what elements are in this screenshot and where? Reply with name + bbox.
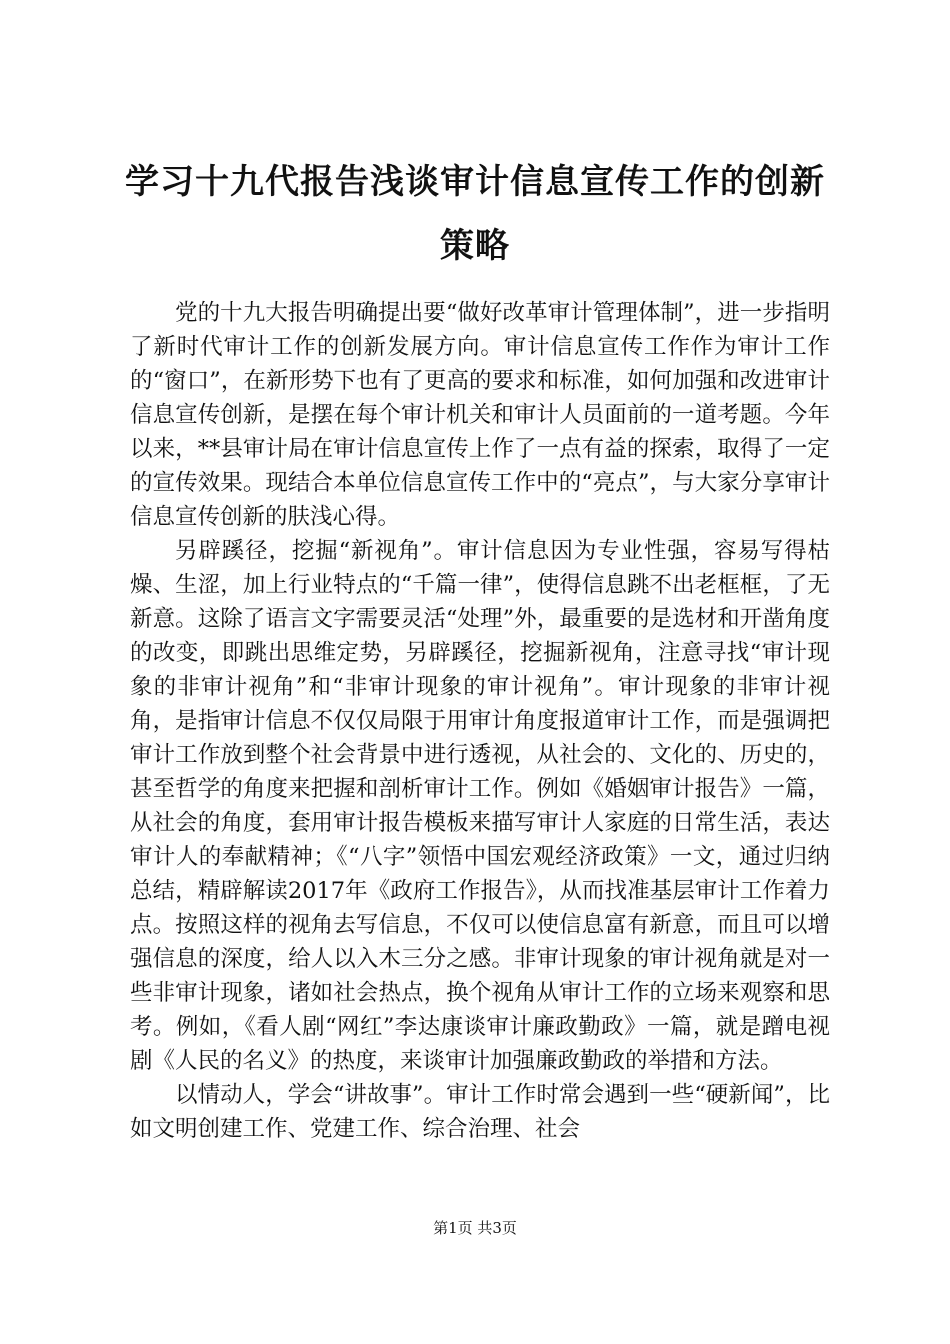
document-title-line-1: 学习十九代报告浅谈审计信息宣传工作的创新 <box>125 162 825 202</box>
paragraph-storytelling: 以情动人，学会“讲故事”。审计工作时常会遇到一些“硬新闻”，比如文明创建工作、党建工作、综合治理、社会 <box>130 1082 830 1142</box>
paragraph-intro: 党的十九大报告明确提出要“做好改革审计管理体制”，进一步指明了新时代审计工作的创新发展方向。审计信息宣传工作作为审计工作的“窗口”，在新形势下也有了更高的要求和标准，如何加强和改进审计信息宣传创新，是摆在每个审计机关和审计人员面前的一道考题。今年以来，**县审计局在审计信息宣传上作了一点有益的探索，取得了一定的宣传效果。现结合本单位信息宣传工作中的“亮点”，与大家分享审计信息宣传创新的肤浅心得。 <box>130 300 830 530</box>
paragraph-new-perspective: 另辟蹊径，挖掘“新视角”。审计信息因为专业性强，容易写得枯燥、生涩，加上行业特点的“千篇一律”，使得信息跳不出老框框，了无新意。这除了语言文字需要灵活“处理”外，最重要的是选材和开凿角度的改变，即跳出思维定势，另辟蹊径，挖掘新视角，注意寻找“审计现象的非审计视角”和“非审计现象的审计视角”。审计现象的非审计视角，是指审计信息不仅仅局限于用审计角度报道审计工作，而是强调把审计工作放到整个社会背景中进行透视，从社会的、文化的、历史的，甚至哲学的角度来把握和剖析审计工作。例如《婚姻审计报告》一篇，从社会的角度，套用审计报告模板来描写审计人家庭的日常生活，表达审计人的奉献精神；《“八字”领悟中国宏观经济政策》一文，通过归纳总结，精辟解读2017年《政府工作报告》，从而找准基层审计工作着力点。按照这样的视角去写信息，不仅可以使信息富有新意，而且可以增强信息的深度，给人以入木三分之感。非审计现象的审计视角就是对一些非审计现象，诸如社会热点，换个视角从审计工作的立场来观察和思考。例如，《看人剧“网红”李达康谈审计廉政勤政》一篇，就是蹭电视剧《人民的名义》的热度，来谈审计加强廉政勤政的举措和方法。 <box>130 538 830 1074</box>
document-title-line-2: 策略 <box>440 226 510 266</box>
page-number-footer: 第1页 共3页 <box>433 1219 517 1237</box>
document-body <box>130 296 830 1146</box>
